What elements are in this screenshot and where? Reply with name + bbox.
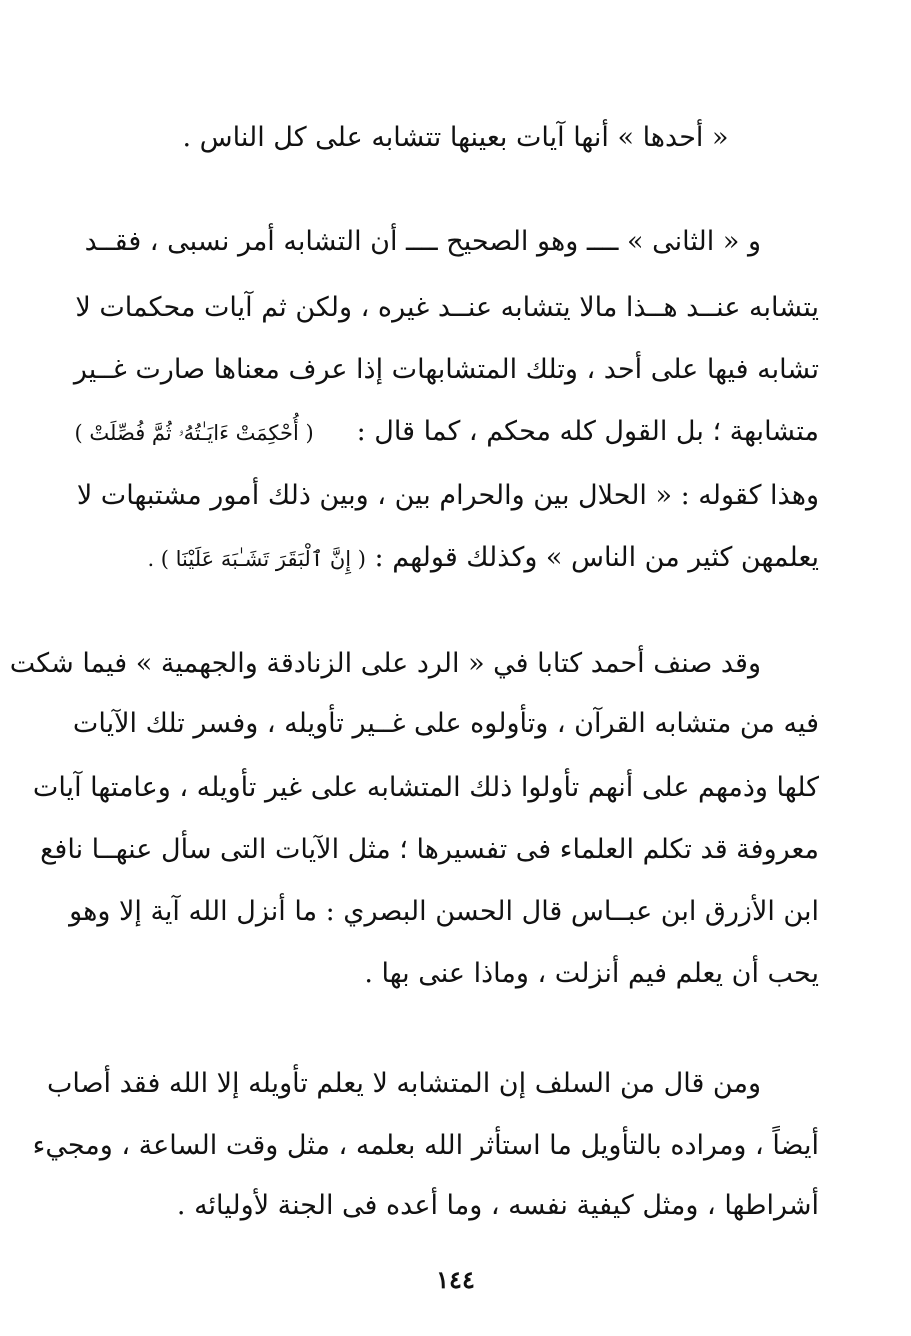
paragraph-3-line-1: وقد صنف أحمد كتابا في « الرد على الزنادقة والجهمية » فيما شكت — [9, 648, 761, 679]
paragraph-2-line-6-text: يعلمهن كثير من الناس » وكذلك قولهم : — [374, 542, 819, 573]
page-number: ١٤٤ — [436, 1265, 475, 1294]
paragraph-1-line-1: « أحدها » أنها آيات بعينها تتشابه على كل الناس . — [182, 122, 729, 153]
paragraph-4-line-3: أشراطها ، ومثل كيفية نفسه ، وما أعده فى الجنة لأوليائه . — [176, 1190, 819, 1221]
paragraph-3-line-4: معروفة قد تكلم العلماء فى تفسيرها ؛ مثل الآيات التى سأل عنهــا نافع — [40, 834, 819, 865]
quran-quote-2: ( إِنَّ ٱلْبَقَرَ تَشَـٰبَهَ عَلَيْنَا ) . — [147, 547, 366, 571]
quran-quote-1: ( أُحْكِمَتْ ءَايَـٰتُهُۥ ثُمَّ فُصِّلَتْ ) — [74, 421, 314, 445]
paragraph-4-line-2: أيضاً ، ومراده بالتأويل ما استأثر الله بعلمه ، مثل وقت الساعة ، ومجيء — [32, 1130, 819, 1161]
paragraph-2-line-4-text: متشابهة ؛ بل القول كله محكم ، كما قال : — [356, 416, 819, 447]
paragraph-2-line-4 — [74, 412, 819, 453]
paragraph-2-line-2: يتشابه عنــد هــذا مالا يتشابه عنــد غيره ، ولكن ثم آيات محكمات لا — [75, 292, 819, 323]
paragraph-3-line-2: فيه من متشابه القرآن ، وتأولوه على غــير تأويله ، وفسر تلك الآيات — [72, 708, 819, 739]
paragraph-4-line-1: ومن قال من السلف إن المتشابه لا يعلم تأويله إلا الله فقد أصاب — [46, 1068, 761, 1099]
paragraph-2-line-1: و « الثانى » ــــ وهو الصحيح ــــ أن التشابه أمر نسبى ، فقــد — [84, 226, 761, 257]
paragraph-3-line-3: كلها وذمهم على أنهم تأولوا ذلك المتشابه على غير تأويله ، وعامتها آيات — [32, 772, 819, 803]
paragraph-3-line-6: يحب أن يعلم فيم أنزلت ، وماذا عنى بها . — [364, 958, 819, 989]
paragraph-3-line-5: ابن الأزرق ابن عبــاس قال الحسن البصري : ما أنزل الله آية إلا وهو — [69, 896, 819, 927]
paragraph-2-line-5: وهذا كقوله : « الحلال بين والحرام بين ، وبين ذلك أمور مشتبهات لا — [76, 480, 819, 511]
paragraph-2-line-6 — [92, 538, 819, 579]
paragraph-2-line-3: تشابه فيها على أحد ، وتلك المتشابهات إذا عرف معناها صارت غــير — [73, 354, 819, 385]
